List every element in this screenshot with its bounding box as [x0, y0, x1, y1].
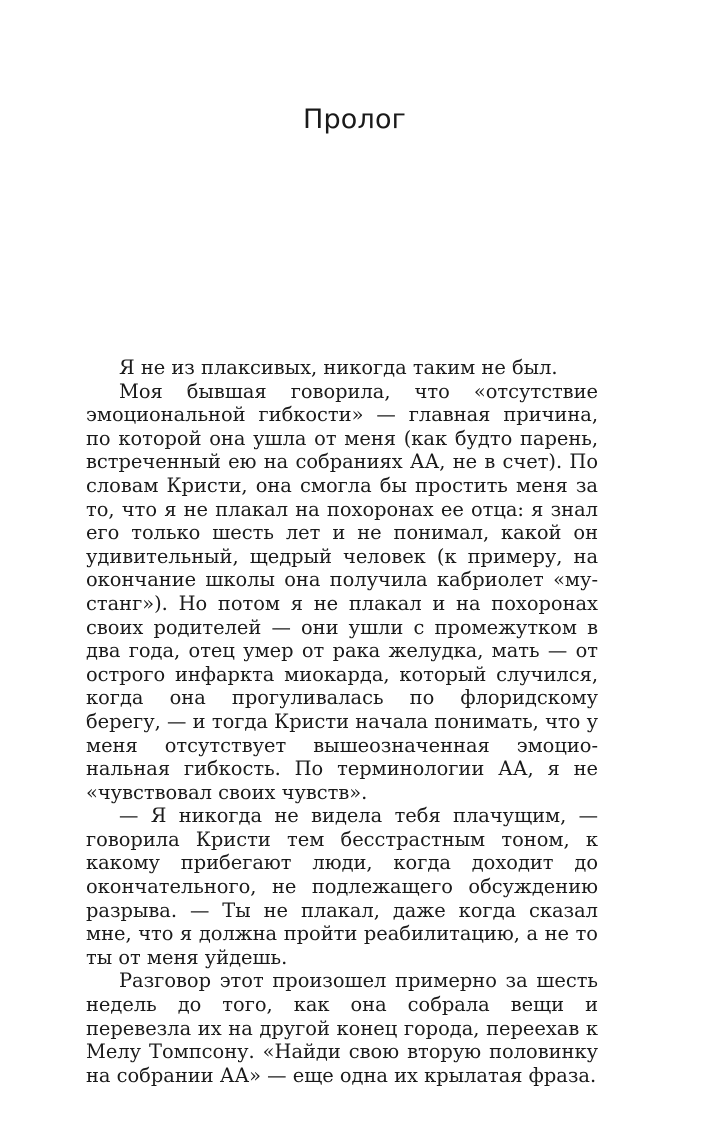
paragraph-2: Моя бывшая говорила, что «отсутствие эмоциональной гибкости» — главная причина, по которой она ушла от меня (как будто парень, встреченный ею на собраниях АА, не в счет). По словам Кристи, она смогла бы простить меня за то, что я не плакал на похоронах ее отца: я знал его только шесть лет и не понимал, какой он удивительный, щедрый человек (к примеру, на окончание школы она получила кабриолет «мустанг»). Но потом я не плакал и на похоронах своих родителей — они ушли с промежутком в два года, отец умер от рака желудка, мать — от острого инфаркта миокарда, который случился, когда она прогуливалась по флоридскому берегу, — и тогда Кристи начала понимать, что у меня отсутствует вышеозначенная эмоциональная гибкость. По терминологии АА, я не «чувствовал своих чувств». [86, 379, 598, 804]
chapter-title: Пролог [302, 104, 407, 135]
chapter-body [86, 356, 598, 1087]
paragraph-4: Разговор этот произошел примерно за шесть недель до того, как она собрала вещи и перевезла их на другой конец города, переехав к Мелу Томпсону. «Найди свою вторую половинку на собрании АА» — еще одна их крылатая фраза. [86, 969, 598, 1087]
paragraph-3: — Я никогда не видела тебя плачущим, — говорила Кристи тем бесстрастным тоном, к какому прибегают люди, когда доходит до окончательного, не подлежащего обсуждению разрыва. — Ты не плакал, даже когда сказал мне, что я должна пройти реабилитацию, а не то ты от меня уйдешь. [86, 804, 598, 969]
paragraph-1: Я не из плаксивых, никогда таким не был. [119, 356, 558, 379]
